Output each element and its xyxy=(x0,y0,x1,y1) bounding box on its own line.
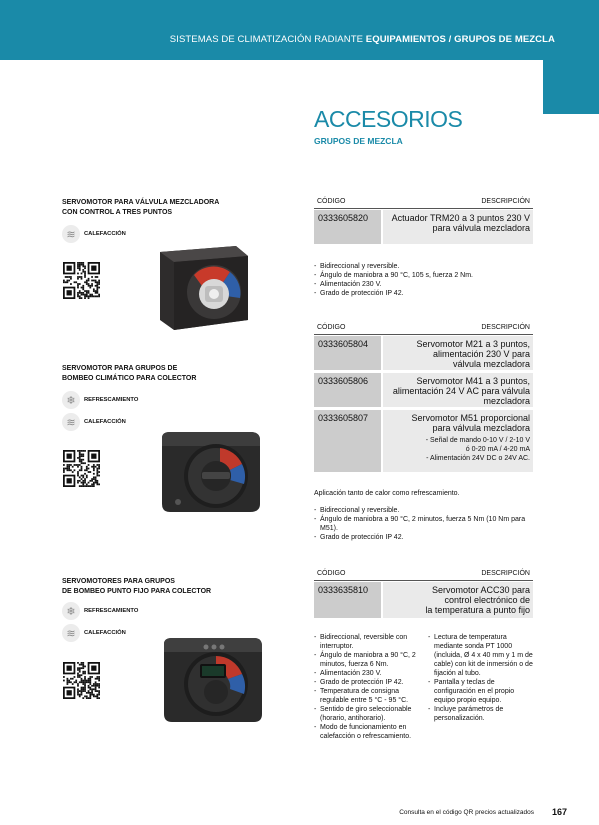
product-description: Servomotor M51 proporcional para válvula mezcladora - Señal de mando 0-10 V / 2-10 V ó 0-20 mA / 4-20 mA - Alimentación 24V DC o 24V AC. xyxy=(383,410,533,472)
tag-heating: ≋ CALEFACCIÓN xyxy=(62,623,126,643)
product-image xyxy=(150,634,278,726)
flame-waves-icon: ≋ xyxy=(62,624,80,642)
product-image xyxy=(150,426,270,518)
footer-note: Consulta en el código QR precios actualizados xyxy=(399,809,534,816)
flame-waves-icon: ≋ xyxy=(62,413,80,431)
product-description: Servomotor M21 a 3 puntos, alimentación 230 V para válvula mezcladora xyxy=(383,336,533,370)
table-divider xyxy=(314,334,533,335)
feature-list: - Lectura de temperatura mediante sonda PT 1000 (incluida, Ø 4 x 40 mm y 1 m de cable) con kit de inmersión o de fijación al tubo. - Pantalla y teclas de configuración en el propio equipo propio equipo. - Incluye parámetros de personalización. xyxy=(428,633,536,723)
header-tab xyxy=(543,60,599,114)
tag-cooling: ❄ REFRESCAMIENTO xyxy=(62,390,138,410)
tag-cooling: ❄ REFRESCAMIENTO xyxy=(62,601,138,621)
qr-code[interactable] xyxy=(63,262,100,299)
product-description: Actuador TRM20 a 3 puntos 230 V para válvula mezcladora xyxy=(383,210,533,244)
product-code: 0333605807 xyxy=(314,410,381,472)
header-bar xyxy=(0,0,599,60)
snowflake-icon: ❄ xyxy=(62,391,80,409)
product-code: 0333605820 xyxy=(314,210,381,244)
product-code: 0333635810 xyxy=(314,582,381,618)
header-breadcrumb: SISTEMAS DE CLIMATIZACIÓN RADIANTE EQUIPAMIENTOS / GRUPOS DE MEZCLA xyxy=(169,34,555,45)
page-title: ACCESORIOS xyxy=(314,106,463,132)
feature-list: - Bidireccional, reversible con interruptor. - Ángulo de maniobra a 90 °C, 2 minutos, fuerza 6 Nm. - Alimentación 230 V. - Grado de protección IP 42. - Temperatura de consigna regulable entre 5 °C - 95 °C. - Sentido de giro seleccionable (horario, antihorario). - Modo de funcionamiento en calefacción o refrescamiento. xyxy=(314,633,424,741)
product-code: 0333605806 xyxy=(314,373,381,407)
table-divider xyxy=(314,208,533,209)
page-number: 167 xyxy=(552,807,568,817)
product-code: 0333605804 xyxy=(314,336,381,370)
product-image xyxy=(146,240,258,336)
feature-list: - Bidireccional y reversible. - Ángulo de maniobra a 90 °C, 105 s, fuerza 2 Nm. - Alimentación 230 V. - Grado de protección IP 42. xyxy=(314,262,534,298)
section-title: SERVOMOTORES PARA GRUPOS DE BOMBEO PUNTO FIJO PARA COLECTOR xyxy=(62,578,212,595)
page-subtitle: GRUPOS DE MEZCLA xyxy=(314,136,403,146)
feature-list: - Bidireccional y reversible. - Ángulo de maniobra a 90 °C, 2 minutos, fuerza 5 Nm (10 Nm para M51). - Grado de protección IP 42. xyxy=(314,506,534,542)
section-title: SERVOMOTOR PARA VÁLVULA MEZCLADORA CON CONTROL A TRES PUNTOS xyxy=(62,199,220,216)
flame-waves-icon: ≋ xyxy=(62,225,80,243)
product-description: Servomotor ACC30 para control electrónico de la temperatura a punto fijo xyxy=(383,582,533,618)
tag-heating: ≋ CALEFACCIÓN xyxy=(62,224,126,244)
application-note: Aplicación tanto de calor como refrescamiento. xyxy=(314,490,460,497)
snowflake-icon: ❄ xyxy=(62,602,80,620)
table-divider xyxy=(314,580,533,581)
product-description: Servomotor M41 a 3 puntos, alimentación 24 V AC para válvula mezcladora xyxy=(383,373,533,407)
section-title: SERVOMOTOR PARA GRUPOS DE BOMBEO CLIMÁTICO PARA COLECTOR xyxy=(62,365,197,382)
qr-code[interactable] xyxy=(63,662,100,699)
tag-heating: ≋ CALEFACCIÓN xyxy=(62,412,126,432)
qr-code[interactable] xyxy=(63,450,100,487)
